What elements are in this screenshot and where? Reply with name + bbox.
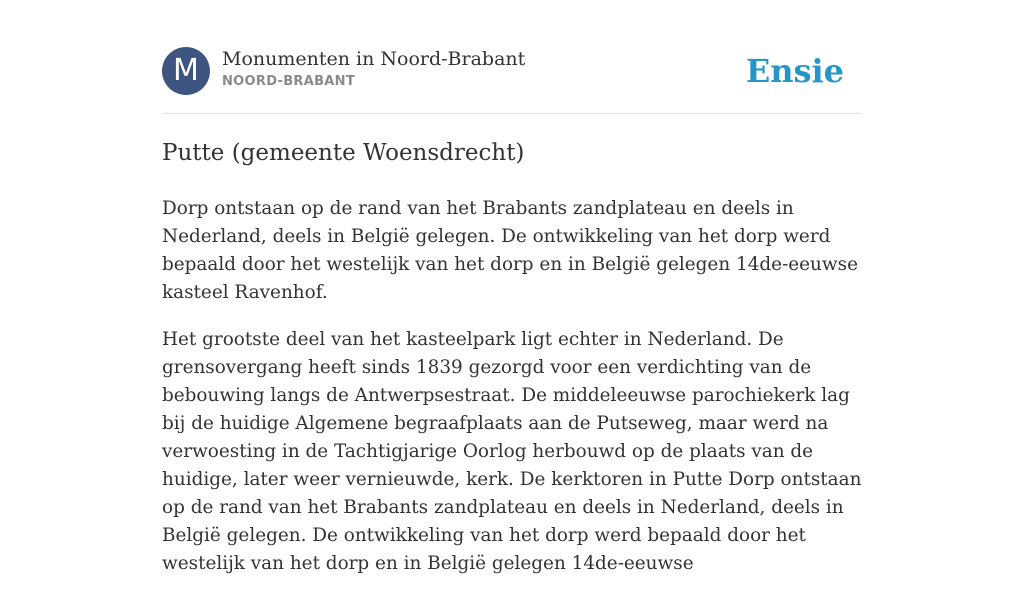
site-title[interactable]: Monumenten in Noord-Brabant bbox=[222, 48, 526, 70]
site-subtitle[interactable]: NOORD-BRABANT bbox=[222, 74, 356, 89]
header bbox=[162, 47, 862, 95]
article bbox=[162, 137, 862, 597]
article-paragraph: Dorp ontstaan op de rand van het Brabants zandplateau en deels in Nederland, deels in België gelegen. De ontwikkeling van het dorp werd bepaald door het westelijk van het dorp en in België gelegen 14de-eeuwse kasteel Ravenhof. bbox=[162, 198, 858, 303]
article-title: Putte (gemeente Woensdrecht) bbox=[162, 140, 525, 166]
header-divider bbox=[162, 113, 862, 114]
avatar[interactable]: M bbox=[162, 47, 210, 95]
article-paragraph: Het grootste deel van het kasteelpark ligt echter in Nederland. De grensovergang heeft sinds 1839 gezorgd voor een verdichting van de bebouwing langs de Antwerpsestraat. De middeleeuwse parochiekerk lag bij de huidige Algemene begraafplaats aan de Putseweg, maar werd na verwoesting in de Tachtigjarige Oorlog herbouwd op de plaats van de huidige, later weer vernieuwde, kerk. De kerktoren in Putte Dorp ontstaan op de rand van het Brabants zandplateau en deels in Nederland, deels in België gelegen. De ontwikkeling van het dorp werd bepaald door het westelijk van het dorp en in België gelegen 14de-eeuwse bbox=[162, 329, 862, 574]
brand-logo[interactable]: Ensie bbox=[745, 52, 844, 90]
